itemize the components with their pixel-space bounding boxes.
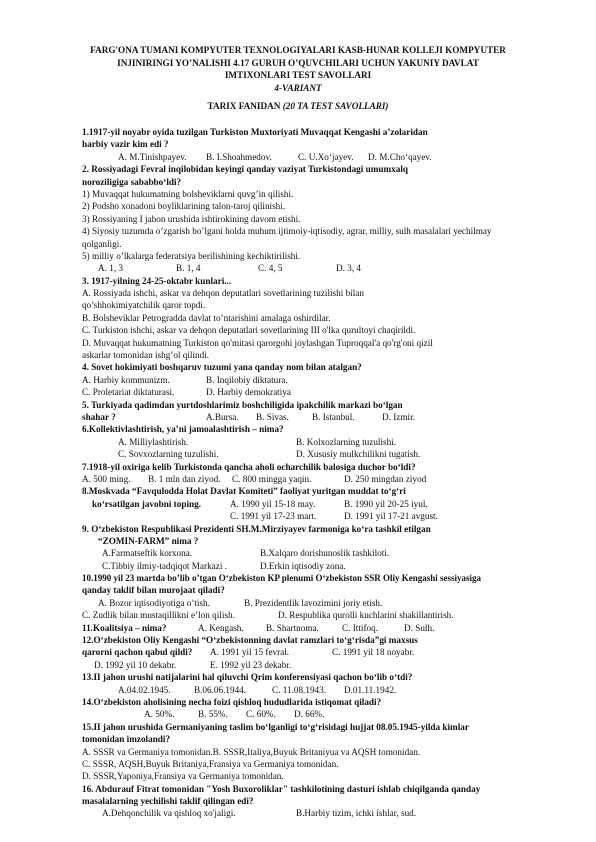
question-15: 15.II jahon urushida Germaniyaning taslim bo‘lganligi to‘g‘risidagi hujjat 08.05.1945-yilda kimlar xyxy=(82,721,469,732)
answer-option: D. Xususiy mulkchilikni tugatish. xyxy=(296,449,421,460)
question-3: 3. 1917-yilning 24-25-oktabr kunlari... xyxy=(82,275,232,286)
answer-option: B. Kolxozlarning tuzulishi. xyxy=(296,436,397,447)
answer-option: A. 50%. xyxy=(144,709,175,720)
answer-option: A. 1, 3 xyxy=(98,263,124,274)
answer-option: C. Zudlik bilan mustaqillikni e’lon qilish. xyxy=(82,610,235,621)
answer-option: C. Turkiston ishchi, askar va dehqon deputatlari sovetlarining III o'lka qurultoyi chaqirildi. xyxy=(82,325,416,336)
subject-title xyxy=(60,100,536,112)
question-9-cont: “ZOMIN-FARM” nima ? xyxy=(98,535,199,546)
answer-option: A.04.02.1945. xyxy=(118,684,171,695)
question-12: 12.O‘zbekiston Oliy Kengashi “O‘zbekistonning davlat ramzlari to‘g‘risda”gi maxsus xyxy=(82,635,418,646)
header-line-3: IMTIXONLARI TEST SAVOLLARI xyxy=(224,70,372,81)
statement-item: 4) Siyosiy tuzumda o’zgarish bo’lgani holda muhum ijtimoiy-iqtisodiy, agrar, milliy, sulh masalalari yechilmay xyxy=(82,226,492,237)
answer-row xyxy=(82,646,530,658)
answer-option: C. 11.08.1943. xyxy=(272,684,327,695)
answer-row xyxy=(82,510,530,522)
subject-name: TARIX FANIDAN xyxy=(207,101,283,111)
answer-row xyxy=(82,659,530,671)
answer-row xyxy=(82,597,530,609)
answer-option: A. M.Tinishpayev. xyxy=(118,151,187,162)
statement-item: 5) milliy o’lkalarga federatsiya berilishining kechiktirilishi. xyxy=(82,250,301,261)
answer-option: C. 800 mingga yaqin. xyxy=(232,473,312,484)
answer-option: B. Sivas. xyxy=(256,411,289,422)
answer-option: D. Harbiy demokratiya xyxy=(206,387,291,398)
header-line-2: INJINIRINGI YO’NALISHI 4.17 GURUH O’QUVCHILARI UCHUN YAKUNIY DAVLAT xyxy=(117,57,479,68)
answer-row xyxy=(82,386,530,398)
answer-option: D. 66%. xyxy=(294,709,325,720)
answer-option: A. Rossiyada ishchi, askar va dehqon deputatlari sovetlarining tuzilishi bilan xyxy=(82,288,364,299)
answer-row xyxy=(82,436,530,448)
answer-option: A. Harbiy kommunizm. xyxy=(82,374,170,385)
answer-row xyxy=(82,473,530,485)
subject-note: (20 TA TEST SAVOLLARI) xyxy=(282,101,389,111)
answer-row xyxy=(82,374,530,386)
answer-option: C. Sovxozlarning tuzulishi. xyxy=(118,449,219,460)
answer-option: C. 1991 yil 17-23 mart. xyxy=(230,511,317,522)
question-10: 10.1990 yil 23 martda bo’lib o’tgan O‘zbekiston KP plenumi O‘zbekiston SSR Oliy Kengashi sessiyasiga xyxy=(82,573,482,584)
answer-option: B. Bolsheviklar Petrogradda davlat to’ntarishini amalaga oshirdilar. xyxy=(82,312,331,323)
question-5: 5. Turkiyada qadimdan yurtdoshlarimiz boshchiligida ipakchilik markazi bo‘lgan xyxy=(82,399,403,410)
question-11: 11.Koalitsiya – nima? xyxy=(82,622,167,633)
answer-option: D.Erkin iqtisodiy zona. xyxy=(260,560,346,571)
answer-option: D.01.11.1942. xyxy=(344,684,397,695)
answer-option: D. 250 mingdan ziyod xyxy=(344,473,427,484)
answer-option: D. 3, 4 xyxy=(336,263,362,274)
answer-option: C. SSSR, AQSH,Buyuk Britaniya,Fransiya va Germaniya tomonidan. xyxy=(82,758,339,769)
question-14: 14.O‘zbekiston aholisining necha foizi qishloq hududlarida istiqomat qiladi? xyxy=(82,696,382,707)
answer-row xyxy=(82,560,530,572)
answer-row xyxy=(82,262,530,274)
question-16-cont: masalalarning yechilishi taklif qilingan edi? xyxy=(82,796,254,807)
question-15-cont: tomonidan imzolandi? xyxy=(82,734,171,745)
answer-row xyxy=(82,622,530,634)
answer-option: B. 55%. xyxy=(198,709,228,720)
answer-option: A. 1990 yil 15-18 may. xyxy=(230,498,316,509)
question-1: 1.1917-yil noyabr oyida tuzilgan Turkiston Muxtoriyati Muvaqqat Kengashi a’zolaridan xyxy=(82,127,428,137)
header-line-1: FARG'ONA TUMANI KOMPYUTER TEXNOLOGIYALARI KASB-HUNAR KOLLEJI KOMPYUTER xyxy=(90,45,506,55)
question-13: 13.II jahon urushi natijalarini hal qiluvchi Qrim konferensiyasi qachon bo‘lib o‘tdi? xyxy=(82,672,413,683)
answer-option: D. Sulh. xyxy=(404,622,435,633)
answer-option: D. 1992 yil 10 dekabr. xyxy=(94,659,177,670)
statement-item: 2) Podsho xonadoni boyliklarining talon-taroj qilinishi. xyxy=(82,201,286,212)
question-2-cont: noroziligiga sababbo‘ldi? xyxy=(82,176,182,187)
answer-option-cont: askarlar tomonidan ishg’ol qilindi. xyxy=(82,350,210,361)
answer-option: C. U.Xo‘jayev. xyxy=(298,151,354,162)
answer-option: C.Tibbiy ilmiy-tadqiqot Markazi . xyxy=(102,560,227,571)
answer-option: C. 4, 5 xyxy=(258,263,283,274)
question-4: 4. Sovet hokimiyati boshqaruv tuzumi yana qanday nom bilan atalgan? xyxy=(82,362,362,373)
question-8: 8.Moskvada “Favqulodda Holat Davlat Komiteti” faoliyat yuritgan muddat to‘g‘ri xyxy=(82,486,406,497)
answer-option: B. Prezidentlik lavozimini joriy etish. xyxy=(244,597,383,608)
answer-option: C. 60%. xyxy=(246,709,276,720)
question-12-cont: qarorni qachon qabul qildi? xyxy=(82,647,193,658)
answer-option: D. SSSR,Yaponiya,Fransiya va Germaniya tomonidan. xyxy=(82,771,284,782)
question-2: 2. Rossiyadagi Fevral inqilobidan keyingi qanday vaziyat Turkistondagi umumxalq xyxy=(82,164,408,175)
answer-option: D. Izmir. xyxy=(382,411,415,422)
answer-option: D. M.Cho‘qayev. xyxy=(368,151,432,162)
answer-row xyxy=(82,411,530,423)
questions-list xyxy=(82,126,530,820)
answer-option: A.Bursa. xyxy=(206,411,239,422)
answer-row xyxy=(82,498,530,510)
statement-item-cont: qolganligi. xyxy=(82,238,122,249)
answer-option: C. Proletariat diktaturasi. xyxy=(82,387,175,398)
answer-row xyxy=(82,547,530,559)
answer-option: A. Bozor iqtisodiyotiga o’tish. xyxy=(98,597,210,608)
answer-option: B.06.06.1944. xyxy=(194,684,247,695)
answer-option: B. Shartnoma. xyxy=(266,622,319,633)
answer-option: D. Muvaqqat hukumatning Turkiston qo'mitasi qarorgohi joylashgan Tuproqqal'a qo'rg'oni qizil xyxy=(82,337,433,348)
answer-option: B. 1990 yil 20-25 iyul. xyxy=(344,498,428,509)
answer-row xyxy=(82,807,530,819)
answer-option: A.Farmatseftik korxona. xyxy=(102,548,193,559)
answer-option: C. 1991 yil 18 noyabr. xyxy=(332,647,415,658)
question-8-cont: ko‘rsatilgan javobni toping. xyxy=(92,498,201,509)
answer-option: D. 1991 yil 17-21 avgust. xyxy=(344,511,438,522)
answer-option: A. SSSR va Germaniya tomonidan.B. SSSR,Italiya,Buyuk Britaniyua va AQSH tomonidan. xyxy=(82,746,421,757)
question-5-cont: shahar ? xyxy=(82,411,116,422)
answer-row xyxy=(82,684,530,696)
question-16: 16. Abdurauf Fitrat tomonidan "Yosh Buxoroliklar" tashkilotining dasturi ishlab chiqilganda qanday xyxy=(82,783,481,794)
statement-item: 3) Rossiyaning I jahon urushida ishtirokining davom etishi. xyxy=(82,213,301,224)
answer-option: B. Inqilobiy diktatura. xyxy=(206,374,288,385)
answer-row xyxy=(82,151,530,163)
question-7: 7.1918-yil oxiriga kelib Turkistonda qancha aholi ocharchilik balosiga duchor bo‘ldi? xyxy=(82,461,416,472)
question-1-cont: harbiy vazir kim edi ? xyxy=(82,139,169,150)
answer-option: A.Dehqonchilik va qishloq xo'jaligi. xyxy=(102,808,236,819)
answer-option: A. 1991 yil 15 fevral. xyxy=(210,647,290,658)
answer-option: B.Xalqaro dorishunoslik tashkiloti. xyxy=(260,548,390,559)
answer-option-cont: qo’shhokimiyatchilik qaror topdi. xyxy=(82,300,206,311)
statement-item: 1) Muvaqqat hukumatning bolsheviklarni quvg’in qilishi. xyxy=(82,188,294,199)
answer-option: A. 500 ming. xyxy=(82,473,131,484)
answer-option: A. Kengash. xyxy=(198,622,244,633)
question-9: 9. O‘zbekiston Respublikasi Prezidenti SH.M.Mirziyayev farmoniga ko‘ra tashkil etilgan xyxy=(82,523,431,534)
answer-option: D. Respublika qurolli kuchlarini shakillantirish. xyxy=(278,610,454,621)
answer-option: B. Istanbul. xyxy=(312,411,355,422)
answer-option: E. 1992 yil 23 dekabr. xyxy=(210,659,292,670)
answer-option: A. Milliylashtirish. xyxy=(118,436,189,447)
variant-label: 4-VARIANT xyxy=(274,83,322,93)
answer-row xyxy=(82,609,530,621)
document-header xyxy=(60,44,536,82)
question-6: 6.Kollektivlashtirish, ya’ni jamoalashtirish – nima? xyxy=(82,424,284,435)
answer-row xyxy=(82,448,530,460)
answer-row xyxy=(82,708,530,720)
question-10-cont: qanday taklif bilan murojaat qiladi? xyxy=(82,585,225,596)
answer-option: B.Harbiy tizim, ichki ishlar, sud. xyxy=(296,808,417,819)
answer-option: B. I.Shoahmedov. xyxy=(206,151,272,162)
answer-option: C. Ittifoq. xyxy=(342,622,378,633)
answer-option: B. 1 mln dan ziyod. xyxy=(148,473,221,484)
answer-option: B. 1, 4 xyxy=(176,263,201,274)
